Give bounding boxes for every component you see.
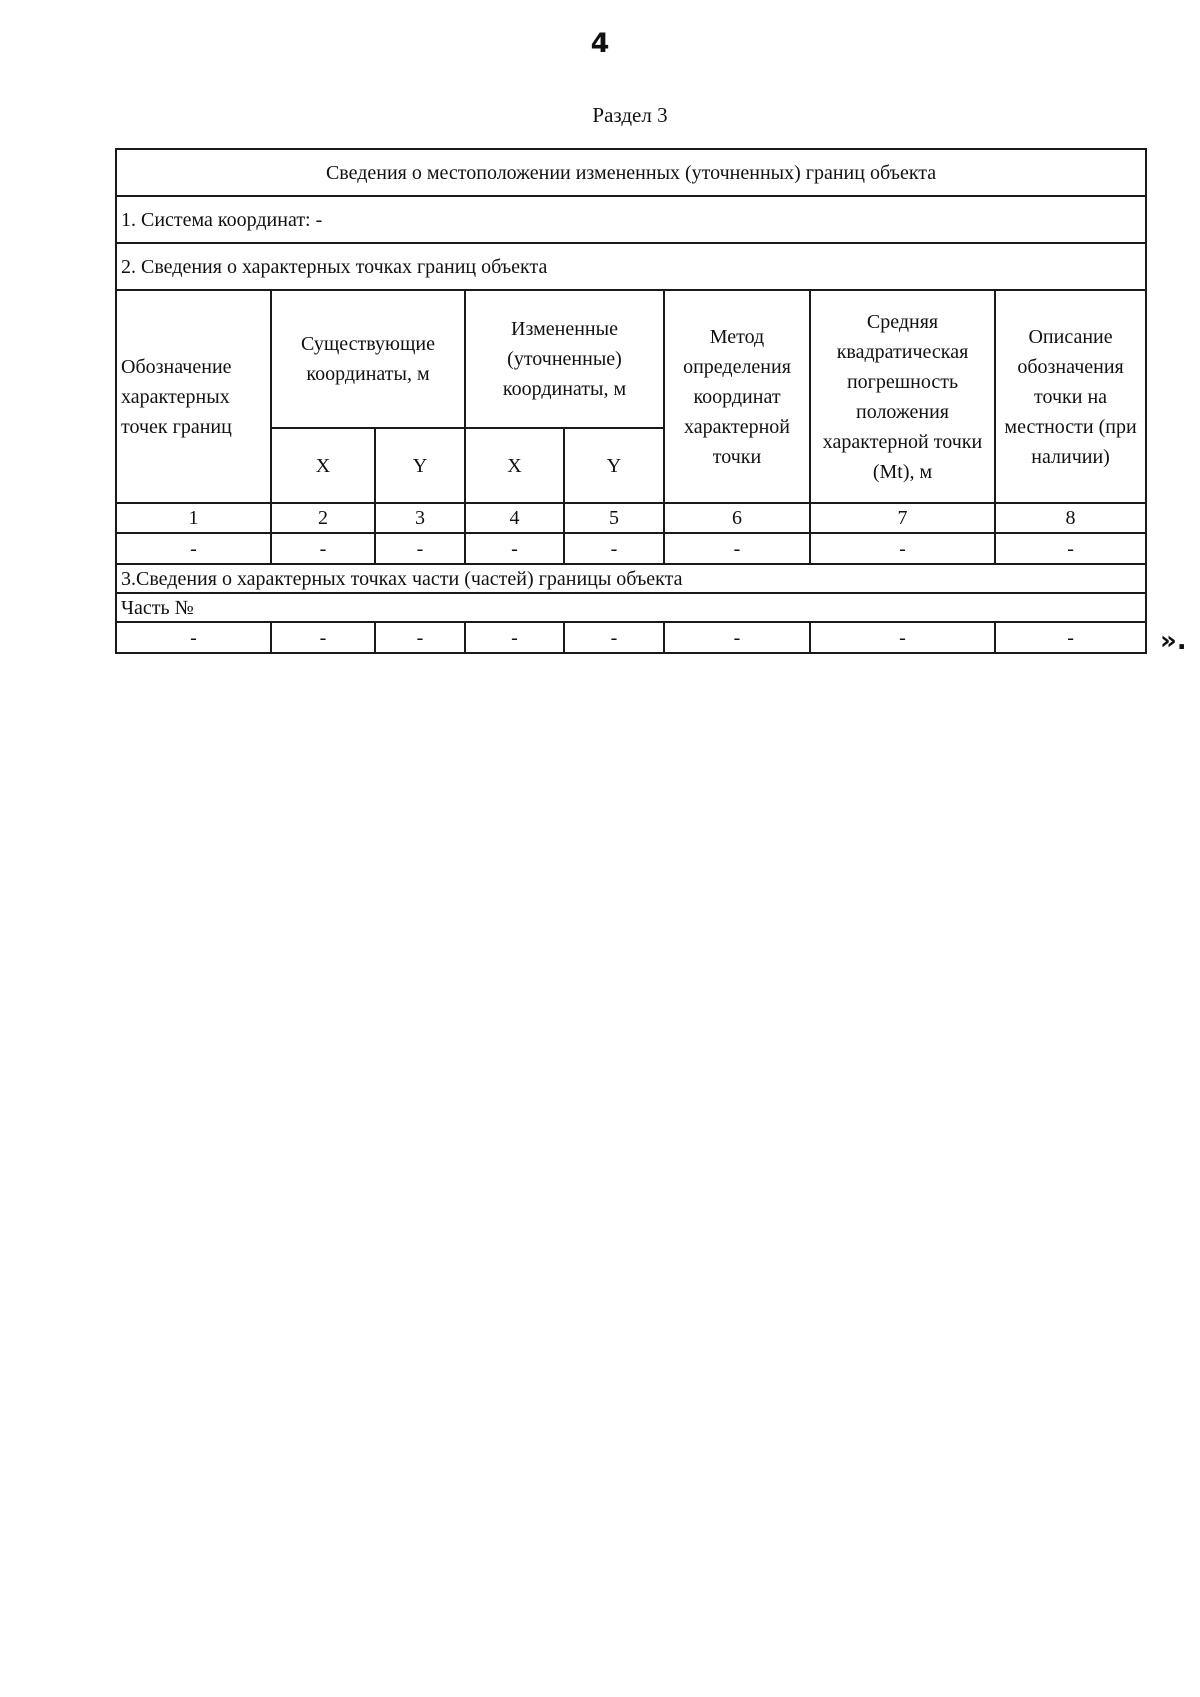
- part-label: Часть №: [116, 593, 1146, 622]
- table-cell: -: [465, 622, 564, 653]
- column-header-mean-error: Средняя квадратическая погрешность положения характерной точки (Mt), м: [810, 290, 995, 503]
- column-header-designation: Обозначение характерных точек границ: [116, 290, 271, 503]
- column-header-row: [116, 290, 1146, 428]
- table-title: Сведения о местоположении измененных (уточненных) границ объекта: [116, 149, 1146, 196]
- table-cell: -: [116, 533, 271, 564]
- column-header-existing-coords: Существующие координаты, м: [271, 290, 465, 428]
- table-cell: -: [375, 622, 465, 653]
- table-cell: -: [664, 622, 810, 653]
- table-title-row: [116, 149, 1146, 196]
- table-cell: -: [465, 533, 564, 564]
- table-cell: -: [271, 622, 375, 653]
- column-header-method: Метод определения координат характерной точки: [664, 290, 810, 503]
- table-cell: -: [664, 533, 810, 564]
- column-number: 1: [116, 503, 271, 533]
- table-row: [116, 622, 1146, 653]
- table-row: [116, 533, 1146, 564]
- table-cell: -: [995, 622, 1146, 653]
- column-number: 5: [564, 503, 664, 533]
- column-header-existing-x: X: [271, 428, 375, 503]
- points-header: 2. Сведения о характерных точках границ объекта: [116, 243, 1146, 290]
- points-header-row: [116, 243, 1146, 290]
- coordinate-system-row: [116, 196, 1146, 243]
- parts-header: 3.Сведения о характерных точках части (частей) границы объекта: [116, 564, 1146, 593]
- column-number: 3: [375, 503, 465, 533]
- boundary-info-table: [115, 148, 1147, 654]
- part-label-row: [116, 593, 1146, 622]
- closing-quote: ».: [1160, 626, 1187, 656]
- column-header-description: Описание обозначения точки на местности (при наличии): [995, 290, 1146, 503]
- column-number: 2: [271, 503, 375, 533]
- column-number: 7: [810, 503, 995, 533]
- table-cell: -: [810, 533, 995, 564]
- page-number: 4: [590, 28, 610, 59]
- table-cell: -: [271, 533, 375, 564]
- column-number: 8: [995, 503, 1146, 533]
- table-cell: -: [564, 533, 664, 564]
- column-header-changed-coords: Измененные (уточненные) координаты, м: [465, 290, 664, 428]
- column-number: 4: [465, 503, 564, 533]
- table-cell: -: [564, 622, 664, 653]
- column-header-existing-y: Y: [375, 428, 465, 503]
- parts-header-row: [116, 564, 1146, 593]
- column-header-changed-y: Y: [564, 428, 664, 503]
- table-cell: -: [995, 533, 1146, 564]
- table-cell: -: [375, 533, 465, 564]
- column-number-row: [116, 503, 1146, 533]
- column-header-changed-x: X: [465, 428, 564, 503]
- table-cell: -: [116, 622, 271, 653]
- table-cell: -: [810, 622, 995, 653]
- section-title: Раздел 3: [592, 103, 668, 127]
- column-number: 6: [664, 503, 810, 533]
- coordinate-system: 1. Система координат: -: [116, 196, 1146, 243]
